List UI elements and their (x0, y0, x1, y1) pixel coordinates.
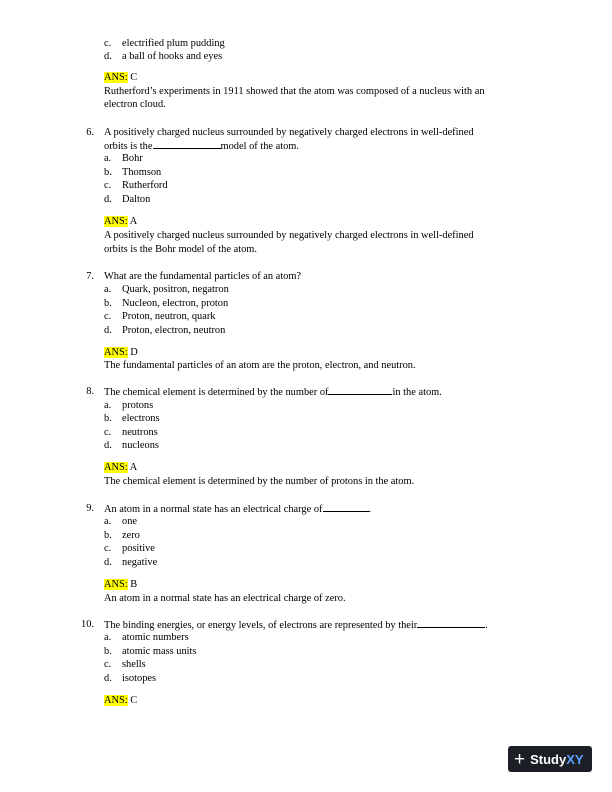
option-text: zero (122, 530, 140, 541)
option-letter: c. (104, 427, 112, 438)
answer-blank (417, 618, 485, 628)
answer-blank (328, 385, 392, 395)
badge-text-main: Study (530, 751, 567, 767)
option-letter: c. (104, 311, 112, 322)
answer-label: ANS: (104, 695, 128, 706)
question-number: 9. (86, 503, 94, 514)
answer-line (104, 578, 137, 591)
answer-value: B (130, 579, 138, 590)
option-letter: b. (104, 530, 112, 541)
question-stem: What are the fundamental particles of an atom? (104, 271, 302, 282)
answer-value: D (130, 347, 138, 358)
option-text: Nucleon, electron, proton (122, 298, 229, 309)
answer-blank (153, 139, 221, 149)
option-letter: d. (104, 673, 112, 684)
answer-label: ANS: (104, 579, 128, 590)
option-text: Proton, electron, neutron (122, 325, 226, 336)
explanation-line: orbits is the Bohr model of the atom. (104, 244, 257, 255)
option-text: Rutherford (122, 180, 168, 191)
option-text: one (122, 516, 138, 527)
answer-value: C (130, 72, 138, 83)
explanation-line: The chemical element is determined by the number of protons in the atom. (104, 476, 415, 487)
option-letter: c. (104, 180, 112, 191)
option-letter: b. (104, 413, 112, 424)
answer-value: C (130, 695, 138, 706)
question-stem: The chemical element is determined by the number of in the atom. (104, 387, 442, 398)
answer-line (104, 71, 137, 84)
option-text: atomic mass units (122, 646, 197, 657)
option-letter: d. (104, 557, 112, 568)
question-number: 6. (86, 127, 94, 138)
option-text: protons (122, 400, 154, 411)
option-letter: a. (104, 632, 112, 643)
option-letter: c. (104, 38, 112, 49)
option-text: a ball of hooks and eyes (122, 51, 223, 62)
explanation-line: electron cloud. (104, 99, 166, 110)
option-letter: c. (104, 543, 112, 554)
option-letter: a. (104, 284, 112, 295)
explanation-line: An atom in a normal state has an electrical charge of zero. (104, 593, 346, 604)
option-text: negative (122, 557, 158, 568)
explanation-line: Rutherford’s experiments in 1911 showed that the atom was composed of a nucleus with an (104, 86, 485, 97)
option-letter: d. (104, 440, 112, 451)
answer-label: ANS: (104, 216, 128, 227)
option-text: electrified plum pudding (122, 38, 225, 49)
option-text: nucleons (122, 440, 159, 451)
option-letter: d. (104, 325, 112, 336)
answer-label: ANS: (104, 347, 128, 358)
option-letter: b. (104, 646, 112, 657)
badge-text-accent: XY (566, 751, 584, 767)
option-text: Quark, positron, negatron (122, 284, 229, 295)
option-letter: a. (104, 153, 112, 164)
question-number: 7. (86, 271, 94, 282)
option-text: shells (122, 659, 146, 670)
option-letter: c. (104, 659, 112, 670)
option-text: electrons (122, 413, 160, 424)
option-letter: d. (104, 194, 112, 205)
answer-line (104, 461, 137, 474)
option-text: isotopes (122, 673, 157, 684)
option-text: Dalton (122, 194, 151, 205)
option-letter: b. (104, 298, 112, 309)
option-text: atomic numbers (122, 632, 189, 643)
option-text: Thomson (122, 167, 162, 178)
option-text: neutrons (122, 427, 158, 438)
answer-value: A (129, 216, 138, 227)
option-text: positive (122, 543, 155, 554)
answer-blank (323, 502, 369, 512)
answer-line (104, 346, 138, 359)
option-letter: b. (104, 167, 112, 178)
explanation-line: A positively charged nucleus surrounded by negatively charged electrons in well-defined (104, 230, 474, 241)
option-letter: a. (104, 516, 112, 527)
answer-line (104, 215, 137, 228)
option-text: Bohr (122, 153, 143, 164)
question-number: 8. (86, 386, 94, 397)
option-letter: d. (104, 51, 112, 62)
option-text: Proton, neutron, quark (122, 311, 216, 322)
answer-label: ANS: (104, 72, 128, 83)
question-stem: A positively charged nucleus surrounded by negatively charged electrons in well-defined (104, 127, 474, 138)
question-number: 10. (81, 619, 94, 630)
plus-icon: + (514, 748, 526, 770)
answer-line (104, 694, 137, 707)
explanation-line: The fundamental particles of an atom are the proton, electron, and neutron. (104, 360, 416, 371)
answer-value: A (129, 462, 138, 473)
answer-label: ANS: (104, 462, 128, 473)
option-letter: a. (104, 400, 112, 411)
question-stem: The binding energies, or energy levels, of electrons are represented by their . (104, 620, 488, 631)
question-stem: An atom in a normal state has an electrical charge of . (104, 504, 372, 515)
question-stem: orbits is the model of the atom. (104, 141, 299, 152)
studyxy-badge[interactable] (508, 746, 592, 772)
